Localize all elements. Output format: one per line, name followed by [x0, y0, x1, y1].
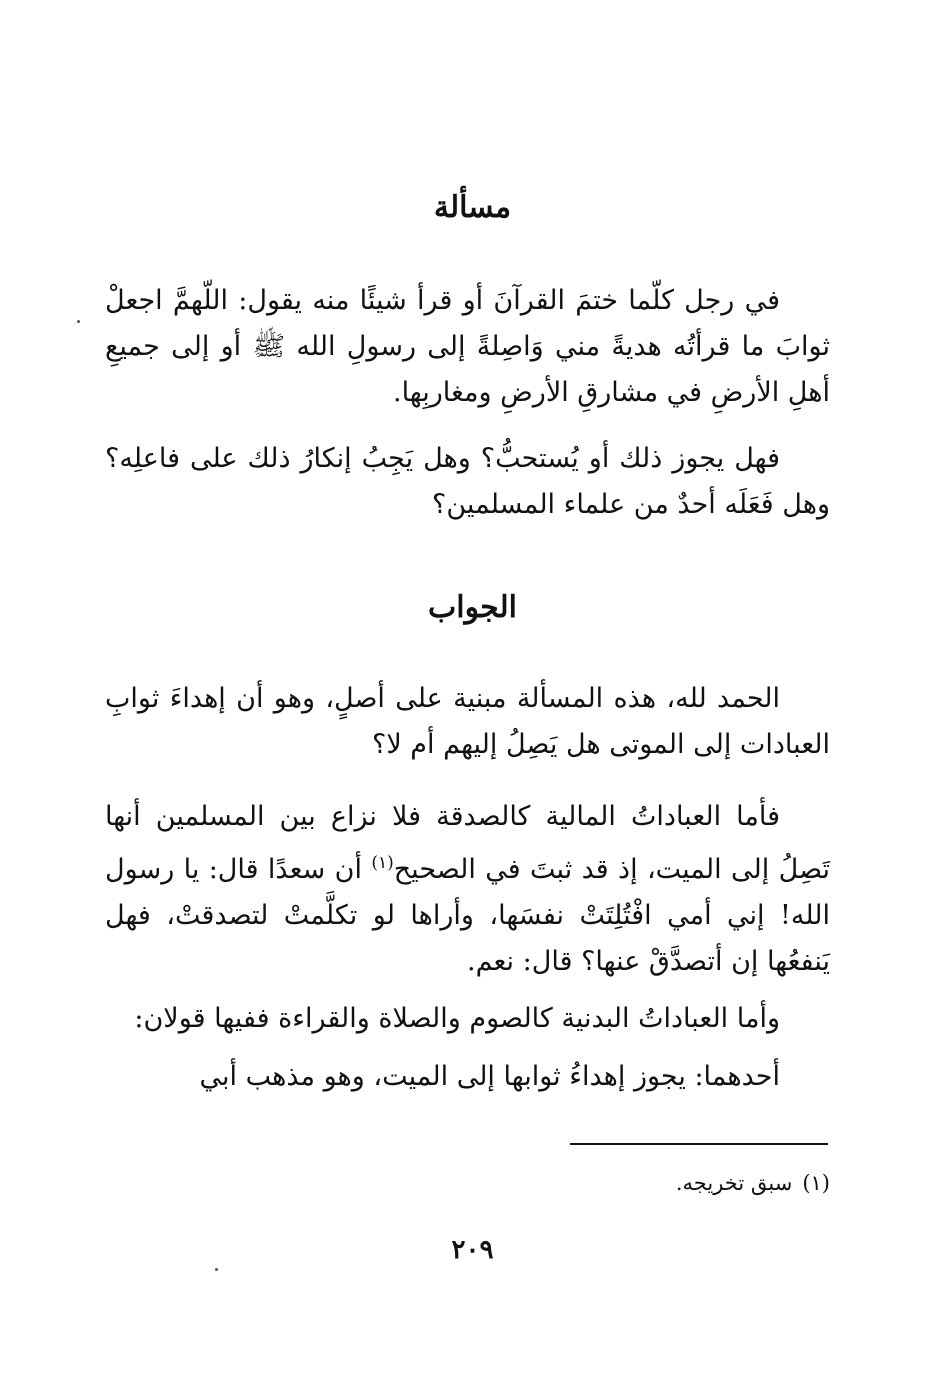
answer-paragraph-1: الحمد لله، هذه المسألة مبنية على أصلٍ، وهو أن إهداءَ ثوابِ العبادات إلى الموتى هل يَصِلُ إليهم أم لا؟	[105, 683, 830, 760]
answer-heading: الجواب	[428, 590, 517, 625]
question-paragraph-1: في رجل كلّما ختمَ القرآنَ أو قرأ شيئًا منه يقول: اللّهمَّ اجعلْ ثوابَ ما قرأتُه هديةً مني وَاصِلةً إلى رسولِ الله ﷺ أو إلى جميعِ أهلِ الأرضِ في مشارقِ الأرضِ ومغاربِها.	[105, 285, 830, 408]
question-paragraph-2: فهل يجوز ذلك أو يُستحبُّ؟ وهل يَجِبُ إنكارُ ذلك على فاعلِه؟ وهل فَعَلَه أحدٌ من علماء المسلمين؟	[105, 443, 830, 520]
footnote-number: (١)	[802, 1171, 830, 1195]
scan-speck	[77, 320, 80, 323]
answer-paragraph-2-text-a: فأما العباداتُ المالية كالصدقة فلا نزاع بين المسلمين أنها تَصِلُ إلى الميت، إذ قد ثبتَ في الصحيح	[105, 801, 830, 885]
question-heading: مسألة	[433, 190, 512, 225]
answer-paragraph-3: وأما العباداتُ البدنية كالصوم والصلاة والقراءة ففيها قولان:	[134, 1003, 780, 1034]
answer-paragraph-4: أحدهما: يجوز إهداءُ ثوابها إلى الميت، وهو مذهب أبي	[199, 1061, 780, 1092]
footnote	[420, 1168, 830, 1198]
answer-paragraph-2-text-b: أن سعدًا قال: يا رسول الله! إني أمي افْتُلِتَتْ نفسَها، وأراها لو تكلَّمتْ لتصدقتْ، فهل يَنفعُها إن أتصدَّقْ عنها؟ قال: نعم.	[105, 854, 830, 977]
page-number: ٢٠٩	[451, 1235, 494, 1265]
footnote-separator	[570, 1143, 828, 1145]
answer-paragraph-2	[105, 794, 830, 985]
scan-speck	[215, 1268, 218, 1271]
footnote-reference: (١)	[371, 853, 394, 873]
footnote-text: سبق تخريجه.	[675, 1171, 793, 1195]
